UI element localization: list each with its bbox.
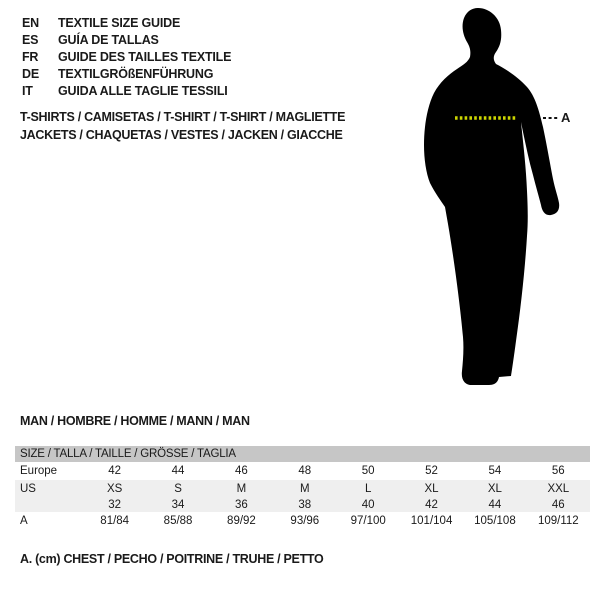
size-cell: S — [174, 482, 182, 495]
table-row-europe — [15, 462, 590, 480]
language-label: GUÍA DE TALLAS — [58, 32, 159, 47]
size-cell: 105/108 — [474, 515, 516, 527]
size-cell: 46 — [235, 465, 248, 477]
man-silhouette-shape — [424, 8, 559, 385]
language-code: DE — [22, 66, 39, 81]
size-cell: 101/104 — [410, 515, 453, 527]
language-label: GUIDE DES TAILLES TEXTILE — [58, 49, 232, 64]
size-cell: 44 — [488, 498, 502, 511]
row-label: US — [20, 482, 36, 495]
size-cell: 38 — [298, 498, 312, 511]
category-jackets: JACKETS / CHAQUETAS / VESTES / JACKEN / GIACCHE — [20, 127, 343, 142]
size-cell: 44 — [171, 465, 185, 477]
size-cell: 46 — [551, 498, 565, 511]
size-cell: 42 — [108, 465, 122, 477]
size-cell: 48 — [298, 465, 312, 477]
size-cell: M — [236, 482, 247, 495]
size-cell: 54 — [488, 465, 502, 477]
size-cell: 40 — [361, 498, 375, 511]
size-table-header: SIZE / TALLA / TAILLE / GRÖSSE / TAGLIA — [15, 446, 590, 462]
table-row-us — [15, 480, 590, 497]
size-cell: 34 — [171, 498, 185, 511]
language-label: GUIDA ALLE TAGLIE TESSILI — [58, 83, 228, 98]
language-code: ES — [22, 32, 39, 47]
table-row-us-numeric — [15, 497, 590, 512]
size-cell: M — [300, 482, 310, 495]
size-cell: 97/100 — [350, 515, 386, 527]
language-code: EN — [22, 15, 39, 30]
measurement-footnote: A. (cm) CHEST / PECHO / POITRINE / TRUHE / PETTO — [20, 552, 324, 566]
size-cell: 42 — [425, 498, 438, 511]
size-cell: 52 — [425, 465, 438, 477]
row-label: A — [20, 515, 28, 527]
language-code: IT — [22, 83, 33, 98]
language-label: TEXTILGRÖßENFÜHRUNG — [58, 66, 214, 81]
size-cell: 56 — [551, 465, 565, 477]
language-code: FR — [22, 49, 39, 64]
measure-label-a: A — [561, 110, 571, 125]
size-cell: 50 — [361, 465, 375, 477]
size-cell: 93/96 — [290, 515, 320, 527]
size-table — [15, 446, 590, 530]
size-cell: L — [364, 482, 372, 495]
section-title-man: MAN / HOMBRE / HOMME / MANN / MAN — [20, 414, 250, 428]
language-label: TEXTILE SIZE GUIDE — [58, 15, 181, 30]
size-cell: 36 — [235, 498, 248, 511]
size-cell: 85/88 — [163, 515, 193, 527]
size-cell: XS — [107, 482, 123, 495]
row-label: Europe — [20, 465, 58, 477]
size-cell: XXL — [547, 482, 570, 495]
size-cell: XL — [424, 482, 439, 495]
size-cell: XL — [487, 482, 502, 495]
table-row-chest-a — [15, 512, 590, 530]
size-cell: 109/112 — [537, 515, 579, 527]
size-cell: 81/84 — [100, 515, 130, 527]
size-cell: 32 — [108, 498, 122, 511]
category-tshirts: T-SHIRTS / CAMISETAS / T-SHIRT / T-SHIRT / MAGLIETTE — [20, 110, 346, 124]
size-cell: 89/92 — [227, 515, 256, 527]
